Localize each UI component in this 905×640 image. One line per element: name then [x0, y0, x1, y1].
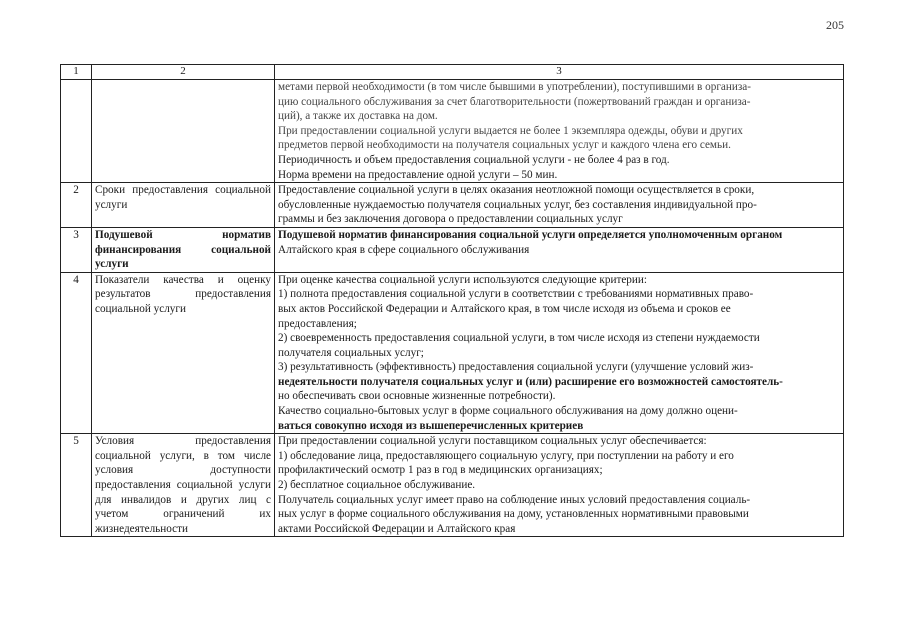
text-line: получателя социальных услуг;: [278, 346, 424, 359]
table-row-continuation: [61, 80, 844, 183]
row-number: 4: [61, 272, 92, 434]
row-name-cell: [92, 80, 275, 183]
table-row: [61, 272, 844, 434]
text-line: недеятельности получателя социальных услуг и (или) расширение его возможностей самостоятель-: [278, 375, 783, 388]
text-line: Качество социально-бытовых услуг в форме социального обслуживания на дому должно оцени-: [278, 405, 738, 418]
text-line: 3) результативность (эффективность) предоставления социальной услуги (улучшение условий жиз-: [278, 361, 754, 374]
header-col-3: 3: [275, 65, 844, 80]
row-description-cell: [275, 272, 844, 434]
row-name: Сроки предоставления социальной услуги: [92, 183, 275, 228]
text-line: предметов первой необходимости на получателя социальных услуг и каждого члена его семьи.: [278, 139, 731, 152]
text-line: Периодичность и объем предоставления социальной услуги - не более 4 раз в год.: [278, 153, 670, 166]
text-line: обусловленные нуждаемостью получателя социальных услуг, без составления индивидуальной про-: [278, 198, 757, 211]
row-description-cell: [275, 80, 844, 183]
text-line: предоставления;: [278, 317, 357, 330]
row-name: Условия предоставления социальной услуги, в том числе условия доступности предоставления социальной услуги для инвалидов и других лиц с учетом ограничений их жизнедеятельности: [92, 434, 275, 537]
row-name: Подушевой норматив финансирования социальной услуги: [92, 227, 275, 272]
text-line: Предоставление социальной услуги в целях оказания неотложной помощи осуществляется в сроки,: [278, 184, 755, 197]
row-description-cell: [275, 183, 844, 228]
text-line: ных услуг в форме социального обслуживания на дому, установленных нормативными правовыми: [278, 508, 749, 521]
text-line: метами первой необходимости (в том числе бывшими в употреблении), поступившими в организа-: [278, 81, 751, 93]
text-line: но обеспечивать свои основные жизненные потребности).: [278, 390, 556, 403]
text-line: 2) своевременность предоставления социальной услуги, в том числе исходя из степени нуждаемости: [278, 332, 760, 345]
header-col-1: 1: [61, 65, 92, 80]
text-line: При предоставлении социальной услуги выдается не более 1 экземпляра одежды, обуви и других: [278, 124, 743, 137]
text-line: Получатель социальных услуг имеет право на соблюдение иных условий предоставления социаль-: [278, 493, 751, 506]
text-line: 1) полнота предоставления социальной услуги в соответствии с требованиями нормативных право-: [278, 288, 754, 301]
table-row: [61, 227, 844, 272]
text-line: граммы и без заключения договора о предоставлении социальных услуг: [278, 213, 623, 226]
text-line: профилактический осмотр 1 раз в год в медицинских организациях;: [278, 464, 603, 477]
text-line: 2) бесплатное социальное обслуживание.: [278, 479, 476, 492]
table-row: [61, 183, 844, 228]
text-line: Подушевой норматив финансирования социальной услуги определяется уполномоченным органом: [278, 228, 783, 241]
table-row: [61, 434, 844, 537]
text-line: Норма времени на предоставление одной услуги – 50 мин.: [278, 168, 558, 181]
row-number: 5: [61, 434, 92, 537]
text-line: Алтайского края в сфере социального обслуживания: [278, 243, 530, 256]
text-line: вых актов Российской Федерации и Алтайского края, в том числе исходя из объема и сроков ее: [278, 302, 731, 315]
row-number: 3: [61, 227, 92, 272]
text-line: цию социального обслуживания за счет благотворительности (пожертвований граждан и организа-: [278, 95, 751, 108]
page-number: 205: [826, 18, 844, 32]
row-description-cell: [275, 227, 844, 272]
row-number: 2: [61, 183, 92, 228]
text-line: актами Российской Федерации и Алтайского края: [278, 522, 516, 535]
row-number-cell: [61, 80, 92, 183]
text-line: При предоставлении социальной услуги поставщиком социальных услуг обеспечивается:: [278, 435, 707, 448]
header-col-2: 2: [92, 65, 275, 80]
row-name: Показатели качества и оценку результатов предоставления социальной услуги: [92, 272, 275, 434]
text-line: При оценке качества социальной услуги используются следующие критерии:: [278, 273, 647, 286]
text-line: ций), а также их доставка на дом.: [278, 110, 438, 123]
table-header-row: [61, 65, 844, 80]
text-line: ваться совокупно исходя из вышеперечисленных критериев: [278, 419, 584, 432]
text-line: 1) обследование лица, предоставляющего социальную услугу, при поступлении на работу и его: [278, 449, 734, 462]
service-table: [60, 64, 844, 537]
row-description-cell: [275, 434, 844, 537]
